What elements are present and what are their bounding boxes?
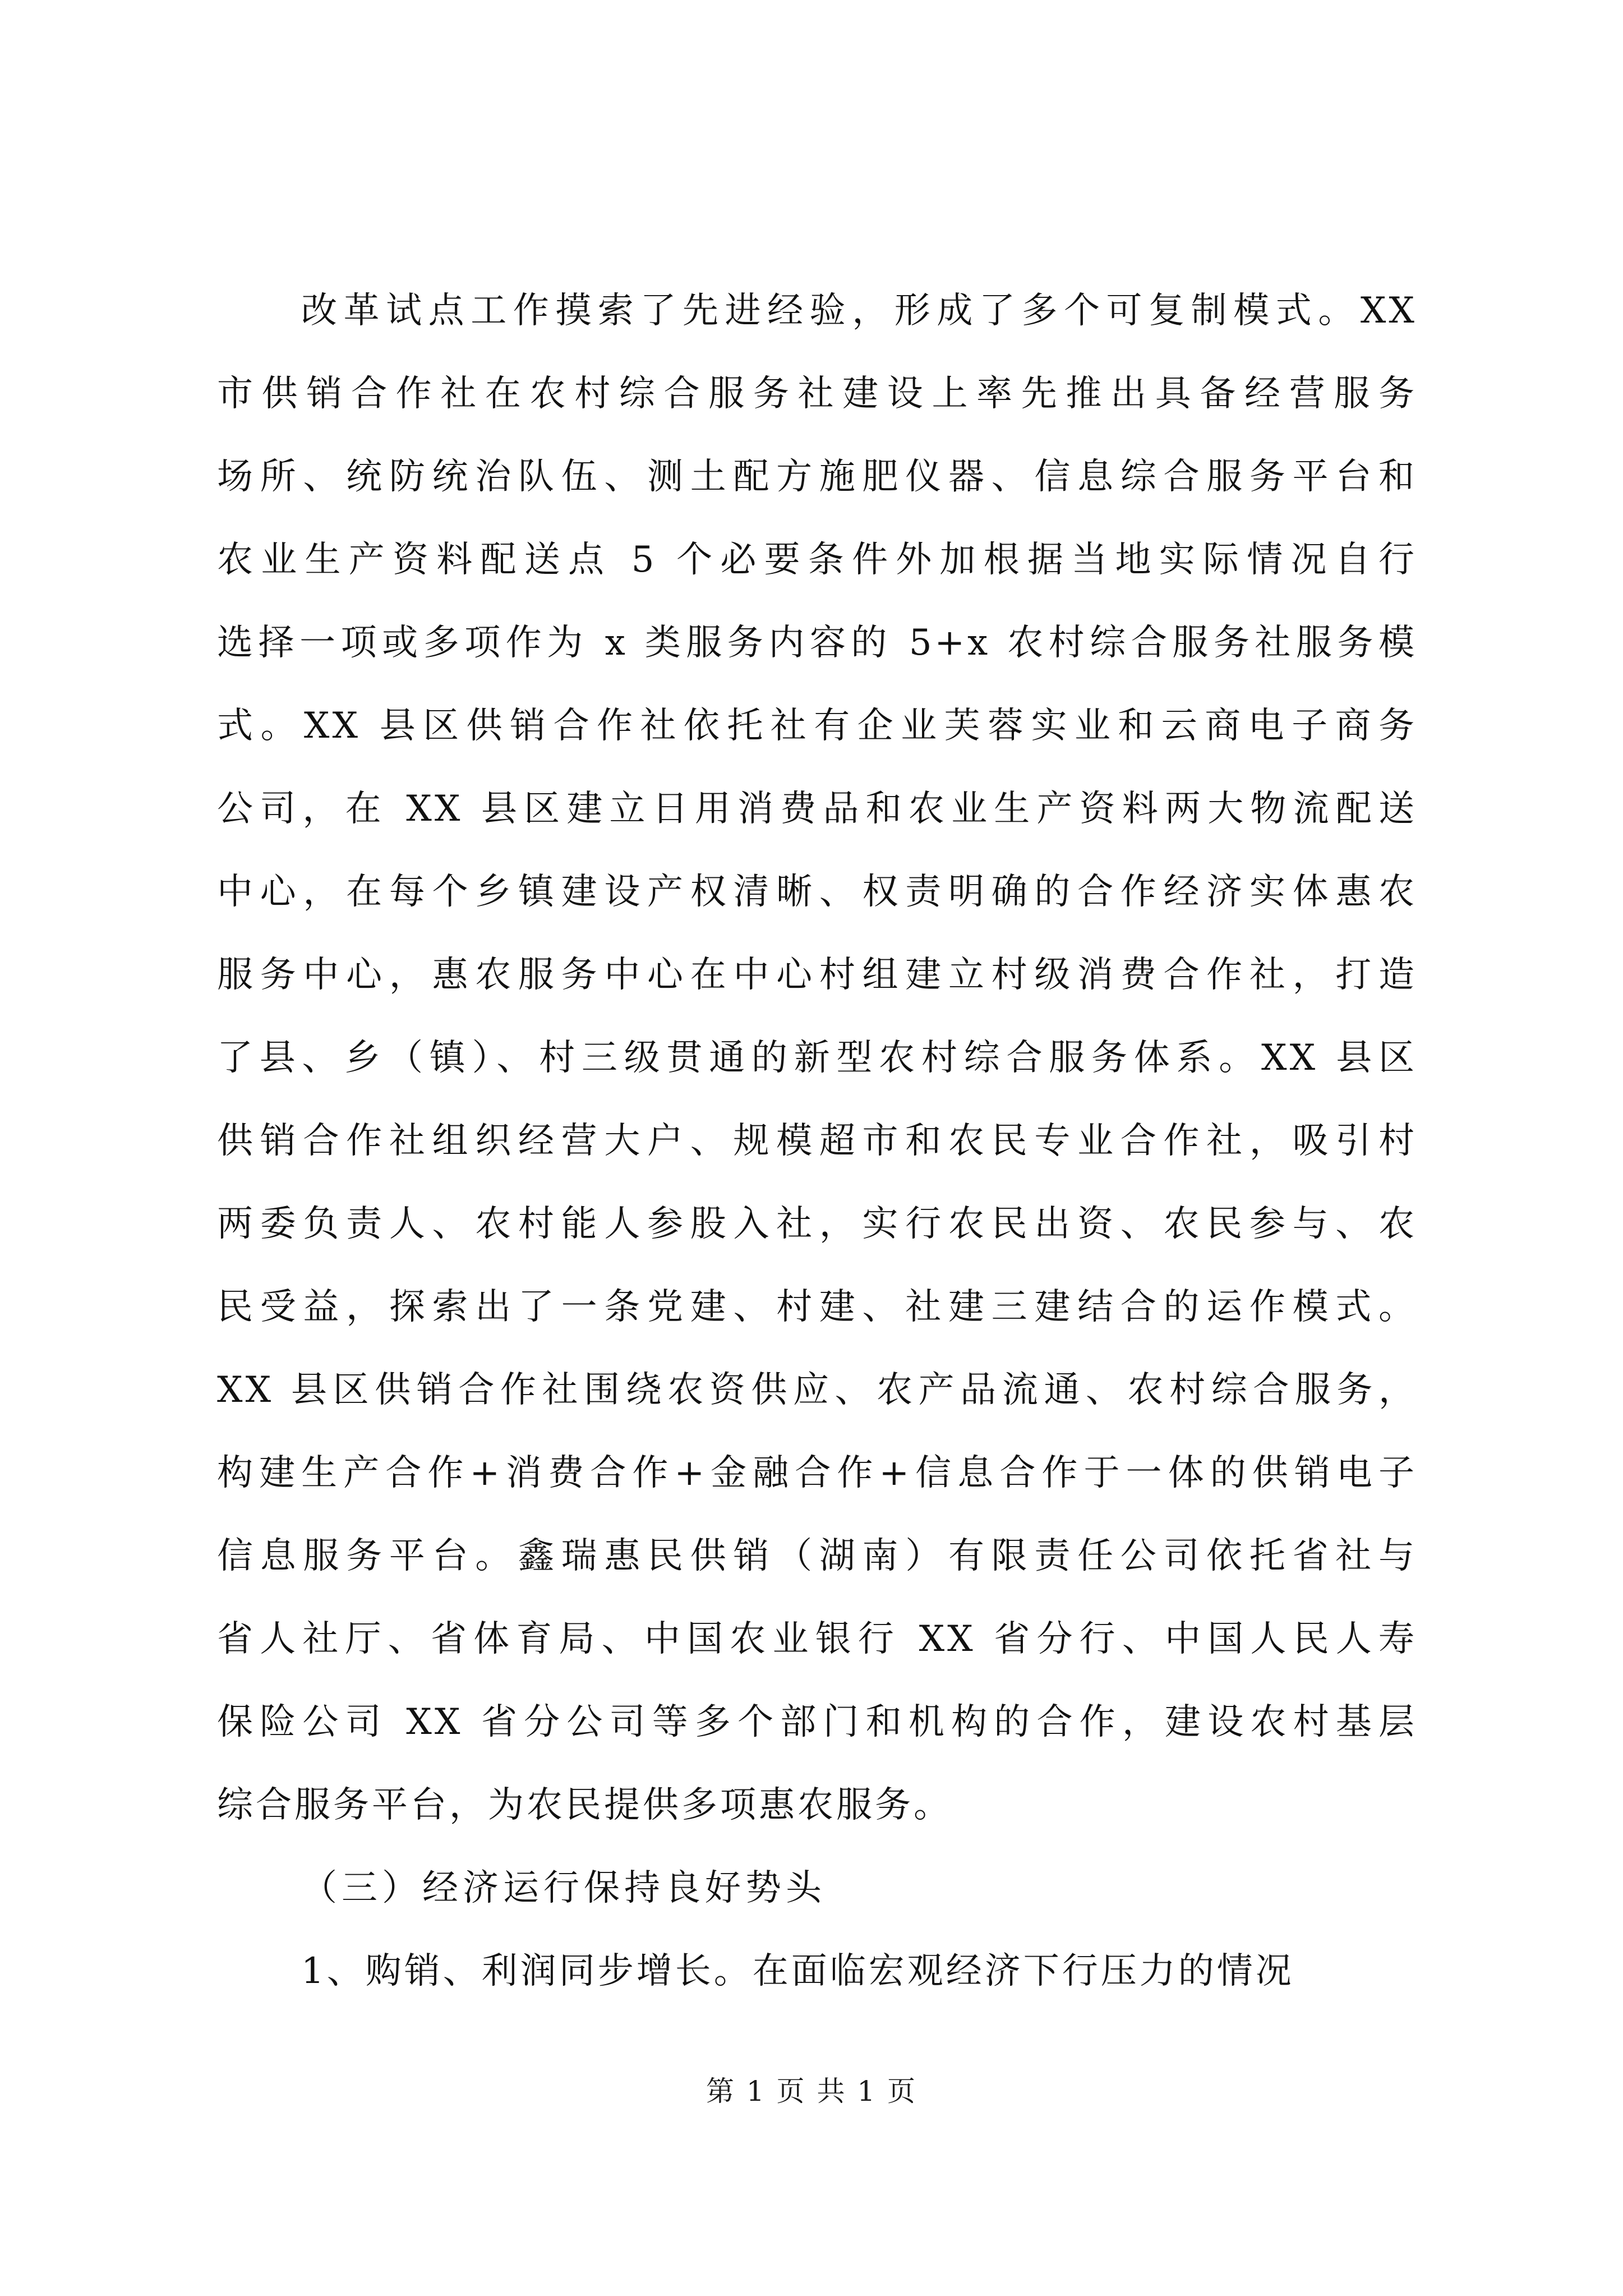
paragraph-line: 市供销合作社在农村综合服务社建设上率先推出具备经营服务 [217,373,1417,415]
paragraph-line: XX 县区供销合作社围绕农资供应、农产品流通、农村综合服务， [217,1369,1417,1411]
paragraph-line: 构建生产合作+消费合作+金融合作+信息合作于一体的供销电子 [217,1452,1417,1494]
paragraph-line: 选择一项或多项作为 x 类服务内容的 5+x 农村综合服务社服务模 [217,622,1417,664]
paragraph-line: 1、购销、利润同步增长。在面临宏观经济下行压力的情况 [301,1950,1294,1992]
paragraph-line: 两委负责人、农村能人参股入社，实行农民出资、农民参与、农 [217,1203,1417,1245]
paragraph-line: 了县、乡（镇）、村三级贯通的新型农村综合服务体系。XX 县区 [217,1037,1417,1079]
paragraph-line: 公司，在 XX 县区建立日用消费品和农业生产资料两大物流配送 [217,788,1417,830]
paragraph-line: 场所、统防统治队伍、测土配方施肥仪器、信息综合服务平台和 [217,456,1417,498]
paragraph-line: 服务中心，惠农服务中心在中心村组建立村级消费合作社，打造 [217,954,1417,996]
paragraph-line: 式。XX 县区供销合作社依托社有企业芙蓉实业和云商电子商务 [217,705,1417,747]
paragraph-line: 中心，在每个乡镇建设产权清晰、权责明确的合作经济实体惠农 [217,871,1417,913]
paragraph-line: 农业生产资料配送点 5 个必要条件外加根据当地实际情况自行 [217,539,1417,581]
paragraph-line: 信息服务平台。鑫瑞惠民供销（湖南）有限责任公司依托省社与 [217,1535,1417,1577]
paragraph-line: 供销合作社组织经营大户、规模超市和农民专业合作社，吸引村 [217,1120,1417,1162]
paragraph-line: 改革试点工作摸索了先进经验，形成了多个可复制模式。XX [301,290,1417,332]
paragraph-line: 保险公司 XX 省分公司等多个部门和机构的合作，建设农村基层 [217,1701,1417,1743]
section-heading: （三）经济运行保持良好势头 [301,1867,826,1909]
paragraph-line: 综合服务平台，为农民提供多项惠农服务。 [217,1784,952,1826]
paragraph-line: 省人社厅、省体育局、中国农业银行 XX 省分行、中国人民人寿 [217,1618,1417,1660]
page-footer: 第 1 页 共 1 页 [706,2075,917,2108]
paragraph-line: 民受益，探索出了一条党建、村建、社建三建结合的运作模式。 [217,1286,1417,1328]
document-body [217,269,1417,2013]
